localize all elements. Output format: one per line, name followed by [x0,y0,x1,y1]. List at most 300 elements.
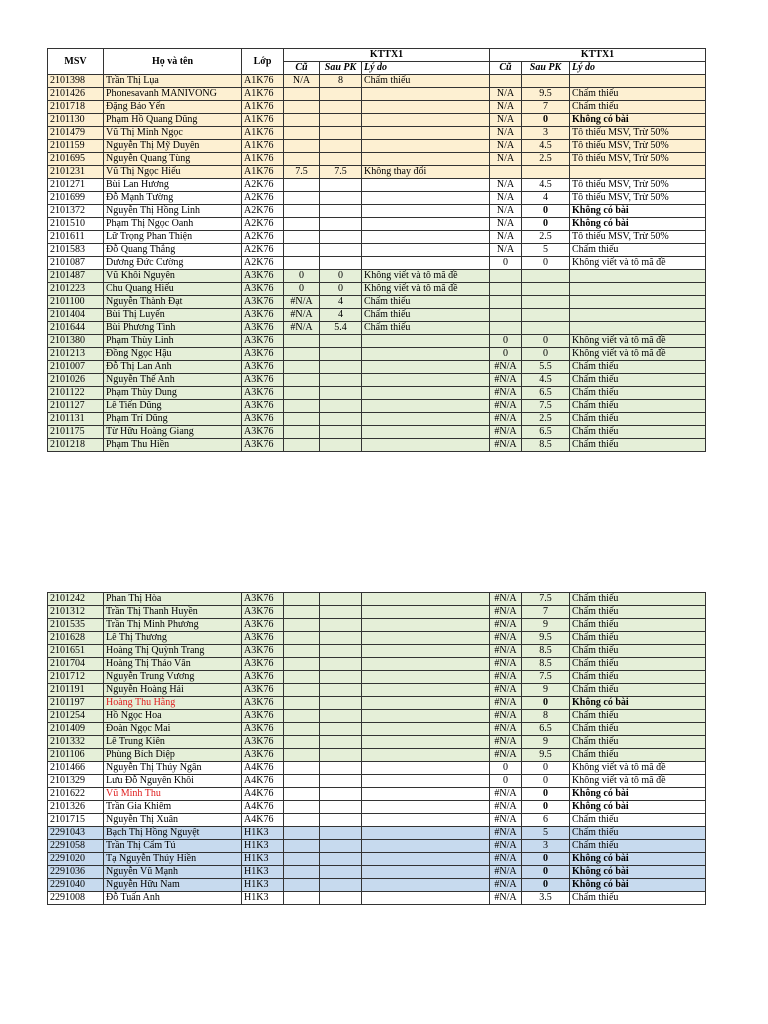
table-row [48,645,706,658]
old-score-cell-2: N/A [490,192,522,205]
class-cell: A2K76 [242,218,284,231]
student-id-cell: 2101372 [48,205,104,218]
student-name-cell: Phùng Bích Diệp [104,749,242,762]
new-score-cell-2: 5 [522,827,570,840]
old-score-cell-2: N/A [490,101,522,114]
student-id-cell: 2101231 [48,166,104,179]
header-kttx1-group-1: KTTX1 [284,49,490,62]
class-cell: A4K76 [242,762,284,775]
table-row [48,361,706,374]
student-id-cell: 2291036 [48,866,104,879]
reason-cell-2 [570,322,706,335]
class-cell: A1K76 [242,166,284,179]
table-row [48,166,706,179]
old-score-cell-1 [284,671,320,684]
new-score-cell-2: 0 [522,775,570,788]
old-score-cell-2: N/A [490,88,522,101]
new-score-cell-1 [320,840,362,853]
table-row [48,75,706,88]
student-id-cell: 2101106 [48,749,104,762]
reason-cell-2: Không có bài [570,697,706,710]
new-score-cell-1: 0 [320,283,362,296]
new-score-cell-1 [320,710,362,723]
student-name-cell: Đỗ Quang Thắng [104,244,242,257]
student-id-cell: 2101583 [48,244,104,257]
new-score-cell-1 [320,231,362,244]
old-score-cell-2: 0 [490,348,522,361]
class-cell: A3K76 [242,439,284,452]
student-name-cell: Trần Thị Cẩm Tú [104,840,242,853]
new-score-cell-2: 0 [522,697,570,710]
reason-cell-2: Không viết và tô mã đề [570,348,706,361]
student-id-cell: 2101127 [48,400,104,413]
new-score-cell-1 [320,348,362,361]
student-id-cell: 2101479 [48,127,104,140]
student-id-cell: 2101404 [48,309,104,322]
new-score-cell-2: 9 [522,736,570,749]
new-score-cell-1 [320,801,362,814]
old-score-cell-2: #N/A [490,892,522,905]
grade-table-top [47,48,706,452]
old-score-cell-1 [284,645,320,658]
student-name-cell: Nguyễn Thành Đạt [104,296,242,309]
table-row [48,439,706,452]
old-score-cell-2: #N/A [490,840,522,853]
reason-cell-2: Chấm thiếu [570,671,706,684]
new-score-cell-2: 9.5 [522,749,570,762]
student-id-cell: 2101628 [48,632,104,645]
class-cell: A3K76 [242,749,284,762]
new-score-cell-1 [320,179,362,192]
reason-cell-1 [362,775,490,788]
reason-cell-2: Chấm thiếu [570,101,706,114]
student-name-cell: Bùi Phương Tình [104,322,242,335]
old-score-cell-1 [284,88,320,101]
student-id-cell: 2291058 [48,840,104,853]
old-score-cell-2: N/A [490,218,522,231]
student-name-cell: Phan Thị Hòa [104,593,242,606]
table-row [48,658,706,671]
new-score-cell-2: 8.5 [522,658,570,671]
reason-cell-1 [362,140,490,153]
reason-cell-1 [362,218,490,231]
student-name-cell: Lê Tiến Dũng [104,400,242,413]
old-score-cell-1 [284,749,320,762]
reason-cell-2: Chấm thiếu [570,413,706,426]
student-id-cell: 2101718 [48,101,104,114]
reason-cell-1 [362,205,490,218]
reason-cell-2: Chấm thiếu [570,723,706,736]
student-name-cell: Đỗ Tuấn Anh [104,892,242,905]
reason-cell-1 [362,619,490,632]
old-score-cell-1 [284,192,320,205]
old-score-cell-2: #N/A [490,788,522,801]
class-cell: A2K76 [242,231,284,244]
student-name-cell: Lữ Trọng Phan Thiện [104,231,242,244]
table-row [48,153,706,166]
old-score-cell-2: N/A [490,231,522,244]
new-score-cell-1 [320,192,362,205]
student-name-cell: Đỗ Thị Lan Anh [104,361,242,374]
old-score-cell-2 [490,270,522,283]
table-row [48,309,706,322]
reason-cell-2: Không viết và tô mã đề [570,762,706,775]
student-id-cell: 2101218 [48,439,104,452]
new-score-cell-2 [522,166,570,179]
reason-cell-2: Chấm thiếu [570,814,706,827]
reason-cell-1 [362,257,490,270]
reason-cell-1 [362,127,490,140]
reason-cell-1 [362,426,490,439]
student-id-cell: 2101191 [48,684,104,697]
old-score-cell-1 [284,606,320,619]
student-id-cell: 2101644 [48,322,104,335]
table-row [48,671,706,684]
reason-cell-2: Chấm thiếu [570,619,706,632]
class-cell: A4K76 [242,814,284,827]
student-name-cell: Trần Thị Lụa [104,75,242,88]
new-score-cell-1 [320,736,362,749]
old-score-cell-2: #N/A [490,658,522,671]
reason-cell-2 [570,270,706,283]
student-id-cell: 2291040 [48,879,104,892]
old-score-cell-2: N/A [490,179,522,192]
class-cell: A3K76 [242,658,284,671]
old-score-cell-2: #N/A [490,723,522,736]
table-row [48,723,706,736]
student-id-cell: 2101329 [48,775,104,788]
old-score-cell-1 [284,736,320,749]
table-row [48,335,706,348]
student-id-cell: 2101271 [48,179,104,192]
student-name-cell: Hoàng Thị Thảo Vân [104,658,242,671]
reason-cell-1 [362,374,490,387]
new-score-cell-1 [320,892,362,905]
old-score-cell-2: #N/A [490,632,522,645]
reason-cell-1 [362,348,490,361]
table-row [48,348,706,361]
old-score-cell-1 [284,218,320,231]
class-cell: A2K76 [242,244,284,257]
new-score-cell-1 [320,749,362,762]
reason-cell-1 [362,827,490,840]
new-score-cell-1 [320,257,362,270]
new-score-cell-2: 4.5 [522,140,570,153]
reason-cell-2: Chấm thiếu [570,632,706,645]
student-name-cell: Đoàn Ngọc Mai [104,723,242,736]
student-id-cell: 2101159 [48,140,104,153]
old-score-cell-2: #N/A [490,827,522,840]
class-cell: A3K76 [242,374,284,387]
old-score-cell-1 [284,775,320,788]
table-row [48,101,706,114]
student-name-cell: Chu Quang Hiếu [104,283,242,296]
old-score-cell-2: #N/A [490,749,522,762]
new-score-cell-1 [320,127,362,140]
reason-cell-2: Tô thiếu MSV, Trừ 50% [570,153,706,166]
class-cell: A1K76 [242,127,284,140]
old-score-cell-2: #N/A [490,866,522,879]
reason-cell-2: Chấm thiếu [570,426,706,439]
student-name-cell: Phạm Thùy Dung [104,387,242,400]
old-score-cell-1 [284,801,320,814]
old-score-cell-2 [490,322,522,335]
student-name-cell: Đặng Bảo Yến [104,101,242,114]
reason-cell-1 [362,658,490,671]
class-cell: A3K76 [242,426,284,439]
new-score-cell-1 [320,218,362,231]
old-score-cell-1 [284,697,320,710]
class-cell: A3K76 [242,322,284,335]
reason-cell-2: Không có bài [570,801,706,814]
old-score-cell-2: #N/A [490,361,522,374]
table-row [48,606,706,619]
old-score-cell-1 [284,723,320,736]
reason-cell-2: Chấm thiếu [570,387,706,400]
student-name-cell: Lê Trung Kiên [104,736,242,749]
new-score-cell-1 [320,205,362,218]
class-cell: A2K76 [242,205,284,218]
student-name-cell: Trần Thị Minh Phương [104,619,242,632]
new-score-cell-2: 5 [522,244,570,257]
old-score-cell-2: #N/A [490,426,522,439]
old-score-cell-2: #N/A [490,671,522,684]
student-id-cell: 2101175 [48,426,104,439]
reason-cell-1 [362,439,490,452]
new-score-cell-1 [320,645,362,658]
new-score-cell-2: 6.5 [522,387,570,400]
new-score-cell-2: 7 [522,606,570,619]
old-score-cell-1 [284,114,320,127]
student-id-cell: 2101704 [48,658,104,671]
reason-cell-1 [362,866,490,879]
old-score-cell-1 [284,892,320,905]
student-name-cell: Bùi Thị Luyến [104,309,242,322]
class-cell: A4K76 [242,775,284,788]
student-id-cell: 2291043 [48,827,104,840]
student-id-cell: 2101026 [48,374,104,387]
class-cell: A2K76 [242,257,284,270]
new-score-cell-1 [320,671,362,684]
new-score-cell-2 [522,296,570,309]
class-cell: A2K76 [242,179,284,192]
reason-cell-1: Chấm thiếu [362,322,490,335]
table-row [48,257,706,270]
old-score-cell-2: #N/A [490,439,522,452]
reason-cell-2 [570,309,706,322]
student-name-cell: Nguyễn Vũ Mạnh [104,866,242,879]
student-id-cell: 2101426 [48,88,104,101]
reason-cell-2: Không có bài [570,205,706,218]
reason-cell-2: Tô thiếu MSV, Trừ 50% [570,140,706,153]
reason-cell-1: Chấm thiếu [362,296,490,309]
reason-cell-1 [362,671,490,684]
old-score-cell-1: #N/A [284,309,320,322]
table-row [48,218,706,231]
table-row [48,853,706,866]
new-score-cell-2: 0 [522,866,570,879]
class-cell: A3K76 [242,632,284,645]
old-score-cell-2: #N/A [490,879,522,892]
old-score-cell-2: N/A [490,153,522,166]
new-score-cell-1 [320,400,362,413]
old-score-cell-1 [284,387,320,400]
new-score-cell-2: 3 [522,127,570,140]
class-cell: A3K76 [242,309,284,322]
student-id-cell: 2101326 [48,801,104,814]
student-id-cell: 2101131 [48,413,104,426]
student-name-cell: Phạm Thị Ngọc Oanh [104,218,242,231]
reason-cell-1 [362,736,490,749]
class-cell: A3K76 [242,684,284,697]
table-row [48,593,706,606]
student-name-cell: Lưu Đỗ Nguyên Khôi [104,775,242,788]
table-row [48,231,706,244]
new-score-cell-1 [320,426,362,439]
new-score-cell-2: 0 [522,205,570,218]
class-cell: H1K3 [242,866,284,879]
old-score-cell-2: N/A [490,114,522,127]
table-row [48,801,706,814]
class-cell: A4K76 [242,801,284,814]
grade-table-bottom [47,592,706,905]
table-row [48,814,706,827]
new-score-cell-2: 2.5 [522,153,570,166]
reason-cell-2: Chấm thiếu [570,374,706,387]
reason-cell-2: Không viết và tô mã đề [570,335,706,348]
student-name-cell: Đỗ Mạnh Tường [104,192,242,205]
new-score-cell-2: 2.5 [522,413,570,426]
reason-cell-2: Không có bài [570,866,706,879]
class-cell: A4K76 [242,788,284,801]
table-row [48,322,706,335]
table-row [48,762,706,775]
student-name-cell: Nguyễn Quang Tùng [104,153,242,166]
new-score-cell-2: 9 [522,684,570,697]
table-row [48,88,706,101]
old-score-cell-2: #N/A [490,814,522,827]
new-score-cell-1 [320,114,362,127]
old-score-cell-1 [284,413,320,426]
student-name-cell: Nguyễn Trung Vương [104,671,242,684]
reason-cell-2: Chấm thiếu [570,244,706,257]
reason-cell-1 [362,606,490,619]
student-name-cell: Nguyễn Thị Thúy Ngân [104,762,242,775]
reason-cell-1 [362,788,490,801]
old-score-cell-2: #N/A [490,710,522,723]
reason-cell-2: Chấm thiếu [570,400,706,413]
student-id-cell: 2101398 [48,75,104,88]
reason-cell-1 [362,179,490,192]
reason-cell-1 [362,749,490,762]
student-id-cell: 2101130 [48,114,104,127]
reason-cell-2: Chấm thiếu [570,439,706,452]
table-row [48,619,706,632]
student-name-cell: Vũ Thị Minh Ngọc [104,127,242,140]
new-score-cell-2: 3.5 [522,892,570,905]
class-cell: H1K3 [242,840,284,853]
table-row [48,244,706,257]
old-score-cell-1 [284,840,320,853]
class-cell: A2K76 [242,192,284,205]
student-name-cell: Nguyễn Thị Xuân [104,814,242,827]
old-score-cell-2: #N/A [490,413,522,426]
new-score-cell-1: 4 [320,296,362,309]
table-row [48,684,706,697]
new-score-cell-2: 6.5 [522,426,570,439]
old-score-cell-2: #N/A [490,645,522,658]
reason-cell-1 [362,684,490,697]
reason-cell-1: Không viết và tô mã đề [362,270,490,283]
student-name-cell: Từ Hữu Hoàng Giang [104,426,242,439]
old-score-cell-2: 0 [490,775,522,788]
new-score-cell-2: 0 [522,762,570,775]
new-score-cell-1 [320,879,362,892]
old-score-cell-2: 0 [490,762,522,775]
new-score-cell-2: 0 [522,801,570,814]
header-cu-2: Cũ [490,62,522,75]
reason-cell-2: Chấm thiếu [570,736,706,749]
student-id-cell: 2101197 [48,697,104,710]
table-row [48,697,706,710]
student-name-cell: Vũ Thị Ngọc Hiếu [104,166,242,179]
reason-cell-2: Tô thiếu MSV, Trừ 50% [570,192,706,205]
student-id-cell: 2101332 [48,736,104,749]
class-cell: A3K76 [242,270,284,283]
student-name-cell: Nguyễn Thị Hồng Linh [104,205,242,218]
old-score-cell-1: #N/A [284,296,320,309]
student-name-cell: Hoàng Thu Hằng [104,697,242,710]
student-id-cell: 2101312 [48,606,104,619]
class-cell: A3K76 [242,387,284,400]
reason-cell-2: Chấm thiếu [570,840,706,853]
new-score-cell-1 [320,814,362,827]
new-score-cell-2: 0 [522,788,570,801]
class-cell: A3K76 [242,619,284,632]
old-score-cell-1 [284,231,320,244]
reason-cell-1: Không thay đổi [362,166,490,179]
new-score-cell-2: 0 [522,335,570,348]
reason-cell-1: Chấm thiếu [362,75,490,88]
old-score-cell-2 [490,75,522,88]
new-score-cell-2 [522,309,570,322]
new-score-cell-2: 0 [522,114,570,127]
old-score-cell-2: #N/A [490,684,522,697]
class-cell: A1K76 [242,101,284,114]
old-score-cell-2: 0 [490,335,522,348]
new-score-cell-2: 8.5 [522,439,570,452]
student-id-cell: 2101715 [48,814,104,827]
old-score-cell-2: #N/A [490,736,522,749]
class-cell: A3K76 [242,348,284,361]
reason-cell-1 [362,114,490,127]
table-row [48,140,706,153]
old-score-cell-1 [284,140,320,153]
table-row [48,179,706,192]
reason-cell-1 [362,192,490,205]
class-cell: A3K76 [242,645,284,658]
reason-cell-2: Chấm thiếu [570,749,706,762]
student-name-cell: Phạm Thu Hiền [104,439,242,452]
reason-cell-1 [362,387,490,400]
reason-cell-2: Không viết và tô mã đề [570,257,706,270]
old-score-cell-1 [284,400,320,413]
header-class: Lớp [242,49,284,75]
reason-cell-2: Không viết và tô mã đề [570,775,706,788]
reason-cell-2: Chấm thiếu [570,593,706,606]
grade-table-bottom-body [48,593,706,905]
new-score-cell-2: 6.5 [522,723,570,736]
